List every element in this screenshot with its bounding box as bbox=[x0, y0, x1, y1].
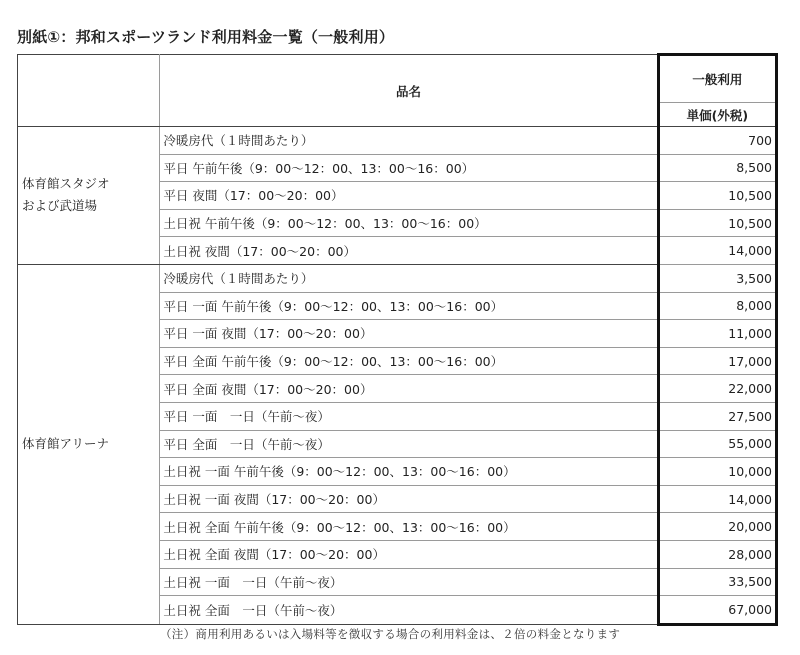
price-cell: 11,000 bbox=[658, 320, 776, 348]
item-name-cell: 土日祝 一面 午前午後（9：00〜12：00、13：00〜16：00） bbox=[160, 458, 658, 486]
price-cell: 28,000 bbox=[658, 540, 776, 568]
item-name-cell: 土日祝 一面 一日（午前〜夜） bbox=[160, 568, 658, 596]
item-name-cell: 土日祝 一面 夜間（17：00〜20：00） bbox=[160, 485, 658, 513]
price-cell: 22,000 bbox=[658, 375, 776, 403]
item-name-cell: 平日 夜間（17：00〜20：00） bbox=[160, 182, 658, 210]
price-cell: 14,000 bbox=[658, 485, 776, 513]
facility-cell bbox=[18, 127, 160, 265]
price-header: 一般利用 bbox=[658, 55, 776, 103]
price-cell: 8,500 bbox=[658, 154, 776, 182]
price-cell: 33,500 bbox=[658, 568, 776, 596]
facility-name-line1: 体育館アリーナ bbox=[22, 436, 110, 452]
page-title: 別紙①：邦和スポーツランド利用料金一覧（一般利用） bbox=[17, 28, 395, 46]
price-cell: 55,000 bbox=[658, 430, 776, 458]
price-cell: 27,500 bbox=[658, 402, 776, 430]
price-cell: 20,000 bbox=[658, 513, 776, 541]
price-cell: 67,000 bbox=[658, 596, 776, 625]
price-cell: 10,500 bbox=[658, 182, 776, 210]
fee-table-body bbox=[18, 127, 777, 625]
fee-table bbox=[17, 53, 778, 626]
price-cell: 8,000 bbox=[658, 292, 776, 320]
item-name-cell: 平日 一面 午前午後（9：00〜12：00、13：00〜16：00） bbox=[160, 292, 658, 320]
price-cell: 14,000 bbox=[658, 237, 776, 265]
item-name-cell: 平日 全面 一日（午前〜夜） bbox=[160, 430, 658, 458]
price-cell: 700 bbox=[658, 127, 776, 155]
table-row bbox=[18, 264, 777, 292]
item-header: 品名 bbox=[160, 55, 658, 127]
item-name-cell: 平日 全面 午前午後（9：00〜12：00、13：00〜16：00） bbox=[160, 347, 658, 375]
item-name-cell: 平日 全面 夜間（17：00〜20：00） bbox=[160, 375, 658, 403]
item-name-cell: 平日 一面 夜間（17：00〜20：00） bbox=[160, 320, 658, 348]
item-name-cell: 冷暖房代（１時間あたり） bbox=[160, 264, 658, 292]
table-row bbox=[18, 127, 777, 155]
unit-header: 単価(外税) bbox=[658, 103, 776, 127]
facility-name-line2: および武道場 bbox=[22, 198, 98, 214]
facility-cell bbox=[18, 264, 160, 624]
footnote: （注）商用利用あるいは入場料等を徴収する場合の利用料金は、２倍の料金となります bbox=[160, 627, 621, 641]
item-name-cell: 冷暖房代（１時間あたり） bbox=[160, 127, 658, 155]
table-header-row bbox=[18, 55, 777, 103]
price-cell: 10,000 bbox=[658, 458, 776, 486]
item-name-cell: 土日祝 全面 一日（午前〜夜） bbox=[160, 596, 658, 625]
item-name-cell: 土日祝 全面 夜間（17：00〜20：00） bbox=[160, 540, 658, 568]
item-name-cell: 土日祝 午前午後（9：00〜12：00、13：00〜16：00） bbox=[160, 209, 658, 237]
price-cell: 10,500 bbox=[658, 209, 776, 237]
facility-header-cell bbox=[18, 55, 160, 127]
item-name-cell: 土日祝 全面 午前午後（9：00〜12：00、13：00〜16：00） bbox=[160, 513, 658, 541]
price-cell: 17,000 bbox=[658, 347, 776, 375]
item-name-cell: 平日 午前午後（9：00〜12：00、13：00〜16：00） bbox=[160, 154, 658, 182]
item-name-cell: 平日 一面 一日（午前〜夜） bbox=[160, 402, 658, 430]
price-cell: 3,500 bbox=[658, 264, 776, 292]
item-name-cell: 土日祝 夜間（17：00〜20：00） bbox=[160, 237, 658, 265]
facility-name-line1: 体育館スタジオ bbox=[22, 176, 110, 192]
